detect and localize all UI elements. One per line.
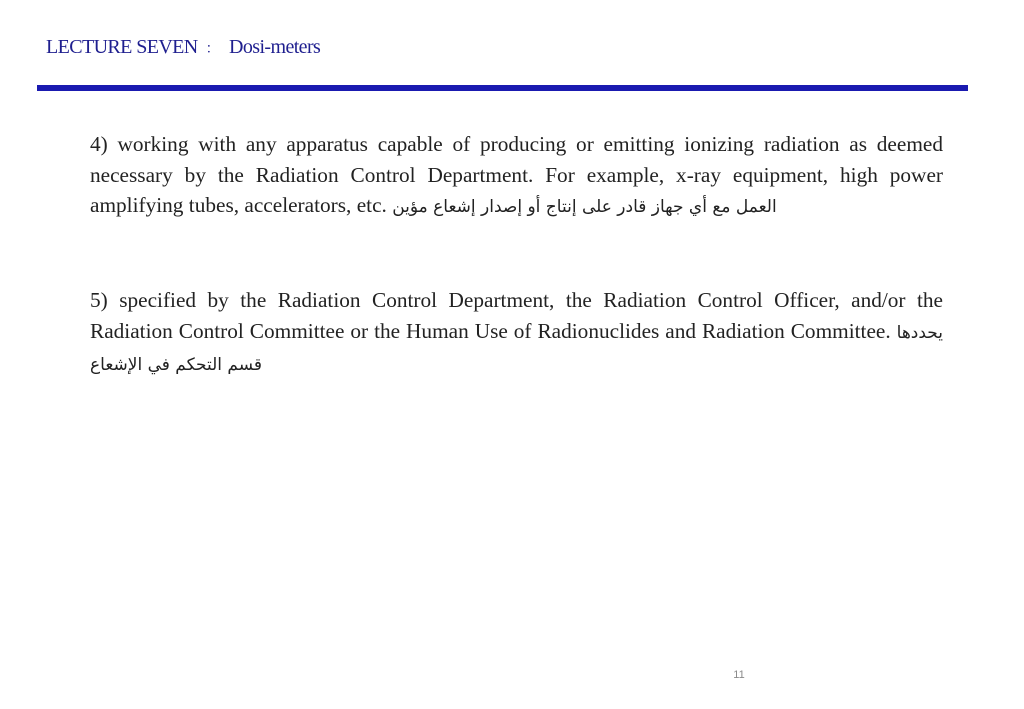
lecture-topic: Dosi-meters <box>229 36 321 58</box>
paragraph-item-4 <box>90 129 943 223</box>
slide-title <box>46 36 320 59</box>
title-separator: ： <box>205 42 220 57</box>
paragraph-english-text: 5) specified by the Radiation Control Department, the Radiation Control Officer, and/or the Radiation Control Committee or the Human Use of Radionuclides and Radiation Committee. <box>90 288 943 343</box>
page-number: 11 <box>733 669 745 681</box>
lecture-label: LECTURE SEVEN <box>46 36 198 58</box>
header-divider <box>37 85 968 91</box>
paragraph-arabic-text: العمل مع أي جهاز قادر على إنتاج أو إصدار إشعاع مؤين <box>392 197 777 217</box>
paragraph-english-text: 4) working with any apparatus capable of producing or emitting ionizing radiation as deemed necessary by the Radiation Control Department. For example, x-ray equipment, high power amplifying tubes, accelerators, etc. <box>90 132 943 217</box>
paragraph-item-5 <box>90 285 943 381</box>
paragraph-arabic-text: يحددها قسم التحكم في الإشعاع <box>90 322 943 375</box>
